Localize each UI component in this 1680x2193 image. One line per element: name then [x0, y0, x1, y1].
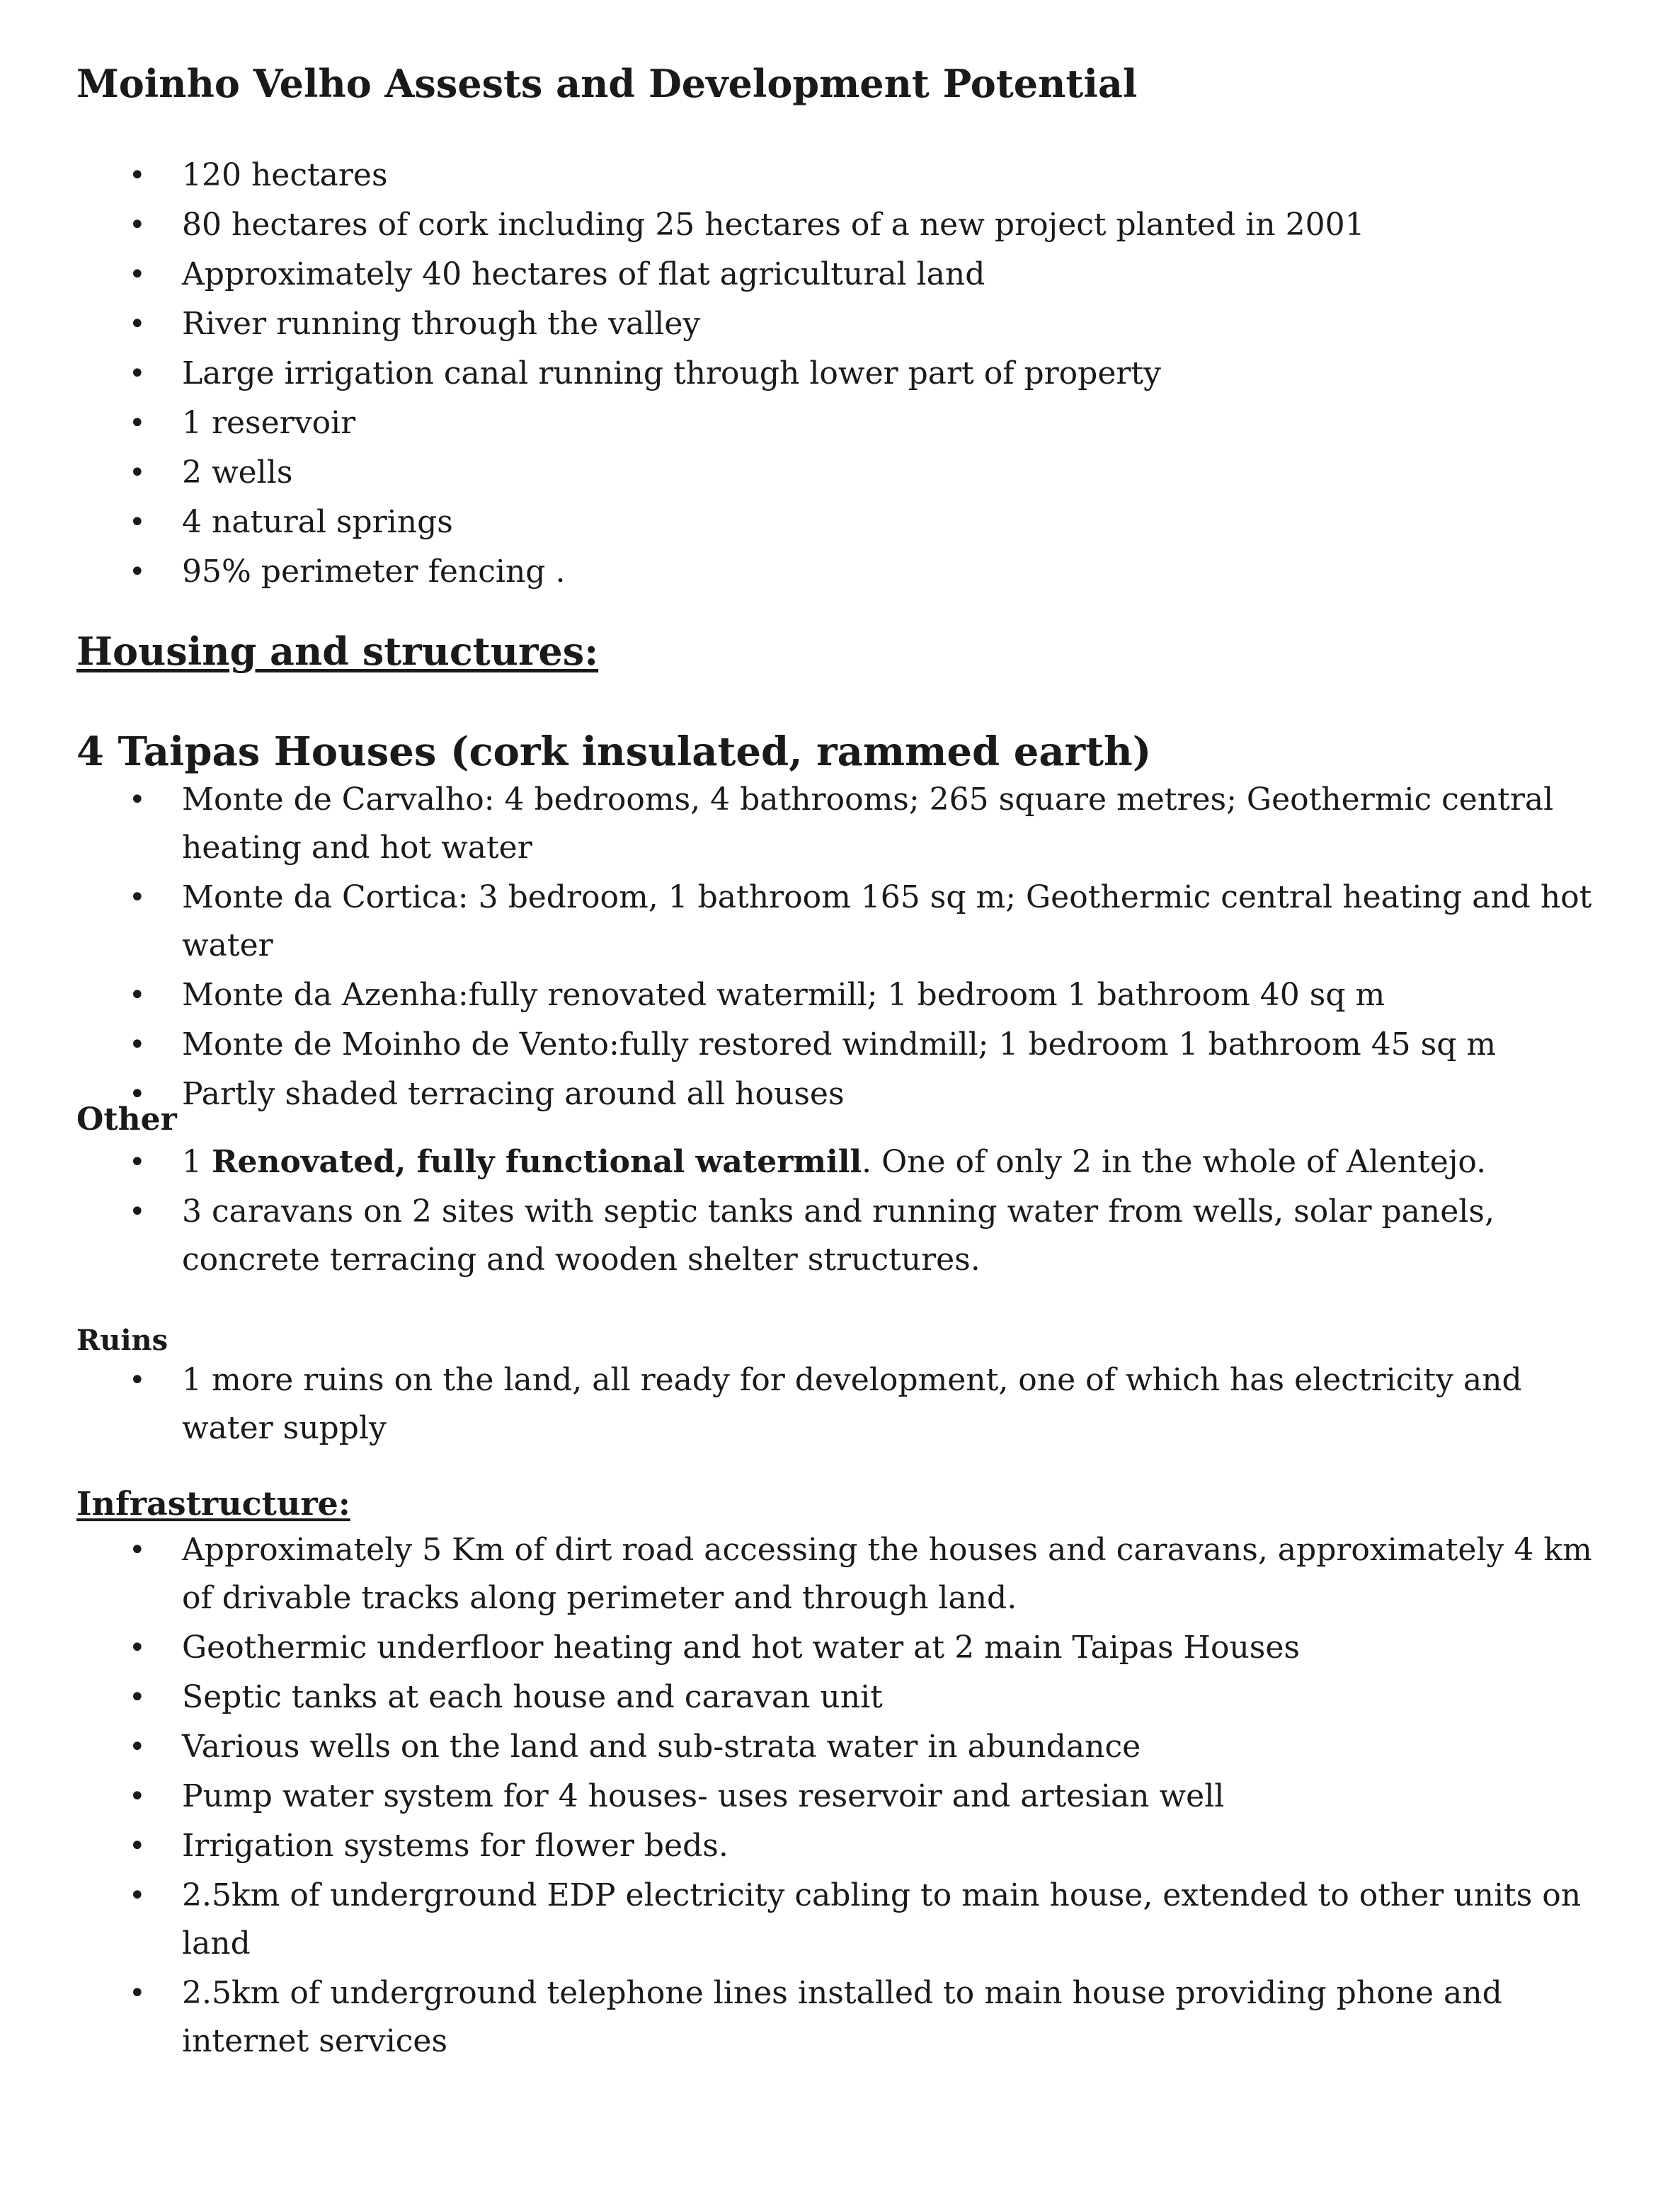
bullet-icon: •	[129, 457, 146, 489]
list-item: • Monte de Moinho de Vento:fully restored windmill; 1 bedroom 1 bathroom 45 sq m	[0, 1021, 1680, 1069]
list-item: • 95% perimeter fencing .	[0, 548, 1680, 596]
bullet-icon: •	[129, 357, 146, 390]
list-item: • Pump water system for 4 houses- uses reservoir and artesian well	[0, 1773, 1680, 1821]
list-item: • Approximately 40 hectares of flat agricultural land	[0, 251, 1680, 299]
bullet-icon: •	[129, 1146, 146, 1179]
list-item: • Large irrigation canal running through lower part of property	[0, 350, 1680, 398]
list-item: • 4 natural springs	[0, 498, 1680, 546]
list-item: • Monte da Azenha:fully renovated watermill; 1 bedroom 1 bathroom 40 sq m	[0, 971, 1680, 1019]
list-item: • Partly shaded terracing around all houses	[0, 1070, 1680, 1118]
bullet-icon: •	[129, 1731, 146, 1763]
taipas-heading: 4 Taipas Houses (cork insulated, rammed earth)	[76, 728, 1152, 775]
other-heading: Other	[76, 1101, 177, 1138]
bullet-icon: •	[129, 556, 146, 588]
list-item: • 120 hectares	[0, 151, 1680, 200]
bullet-icon: •	[129, 1534, 146, 1567]
list-item: • Monte da Cortica: 3 bedroom, 1 bathroom 165 sq m; Geothermic central heating and hot water	[0, 874, 1680, 970]
bullet-icon: •	[129, 1029, 146, 1061]
list-item: • Irrigation systems for flower beds.	[0, 1822, 1680, 1870]
list-item: • Various wells on the land and sub-strata water in abundance	[0, 1723, 1680, 1771]
bullet-icon: •	[129, 407, 146, 440]
list-item: • Approximately 5 Km of dirt road accessing the houses and caravans, approximately 4 km of drivable tracks along perimeter and through land.	[0, 1526, 1680, 1622]
bullet-icon: •	[129, 1364, 146, 1397]
bullet-icon: •	[129, 784, 146, 816]
document-title: Moinho Velho Assests and Development Potential	[76, 61, 1138, 106]
bullet-icon: •	[129, 1078, 146, 1111]
list-item: • 2.5km of underground telephone lines installed to main house providing phone and internet services	[0, 1969, 1680, 2066]
bullet-icon: •	[129, 1780, 146, 1813]
list-item: • Monte de Carvalho: 4 bedrooms, 4 bathrooms; 265 square metres; Geothermic central heating and hot water	[0, 776, 1680, 872]
bullet-icon: •	[129, 1632, 146, 1664]
housing-heading: Housing and structures:	[76, 629, 599, 674]
list-item: • Geothermic underfloor heating and hot water at 2 main Taipas Houses	[0, 1624, 1680, 1672]
list-item: • River running through the valley	[0, 300, 1680, 348]
bullet-icon: •	[129, 209, 146, 241]
bullet-icon: •	[129, 1977, 146, 2010]
infrastructure-list	[0, 1526, 1680, 2067]
list-item: • 2 wells	[0, 449, 1680, 497]
ruins-list	[0, 1356, 1680, 1454]
bullet-icon: •	[129, 159, 146, 192]
bullet-icon: •	[129, 506, 146, 539]
bullet-icon: •	[129, 258, 146, 291]
list-item: • 3 caravans on 2 sites with septic tanks and running water from wells, solar panels, concrete terracing and wooden shelter structures.	[0, 1188, 1680, 1284]
bullet-icon: •	[129, 1879, 146, 1912]
bullet-icon: •	[129, 1830, 146, 1862]
list-item: • 1 Renovated, fully functional watermill. One of only 2 in the whole of Alentejo.	[0, 1138, 1680, 1186]
bullet-icon: •	[129, 979, 146, 1012]
list-item: • Septic tanks at each house and caravan unit	[0, 1673, 1680, 1722]
infrastructure-heading: Infrastructure:	[76, 1484, 350, 1523]
bullet-icon: •	[129, 308, 146, 340]
assets-list	[0, 151, 1680, 597]
ruins-heading: Ruins	[76, 1324, 168, 1357]
list-item: • 1 reservoir	[0, 399, 1680, 447]
bullet-icon: •	[129, 1196, 146, 1228]
list-item: • 2.5km of underground EDP electricity cabling to main house, extended to other units on land	[0, 1872, 1680, 1968]
taipas-list	[0, 776, 1680, 1120]
list-item: • 80 hectares of cork including 25 hectares of a new project planted in 2001	[0, 201, 1680, 249]
bullet-icon: •	[129, 1681, 146, 1714]
bullet-icon: •	[129, 881, 146, 914]
list-item: • 1 more ruins on the land, all ready for development, one of which has electricity and water supply	[0, 1356, 1680, 1453]
other-list	[0, 1138, 1680, 1286]
emphasis-text: Renovated, fully functional watermill	[211, 1144, 862, 1180]
